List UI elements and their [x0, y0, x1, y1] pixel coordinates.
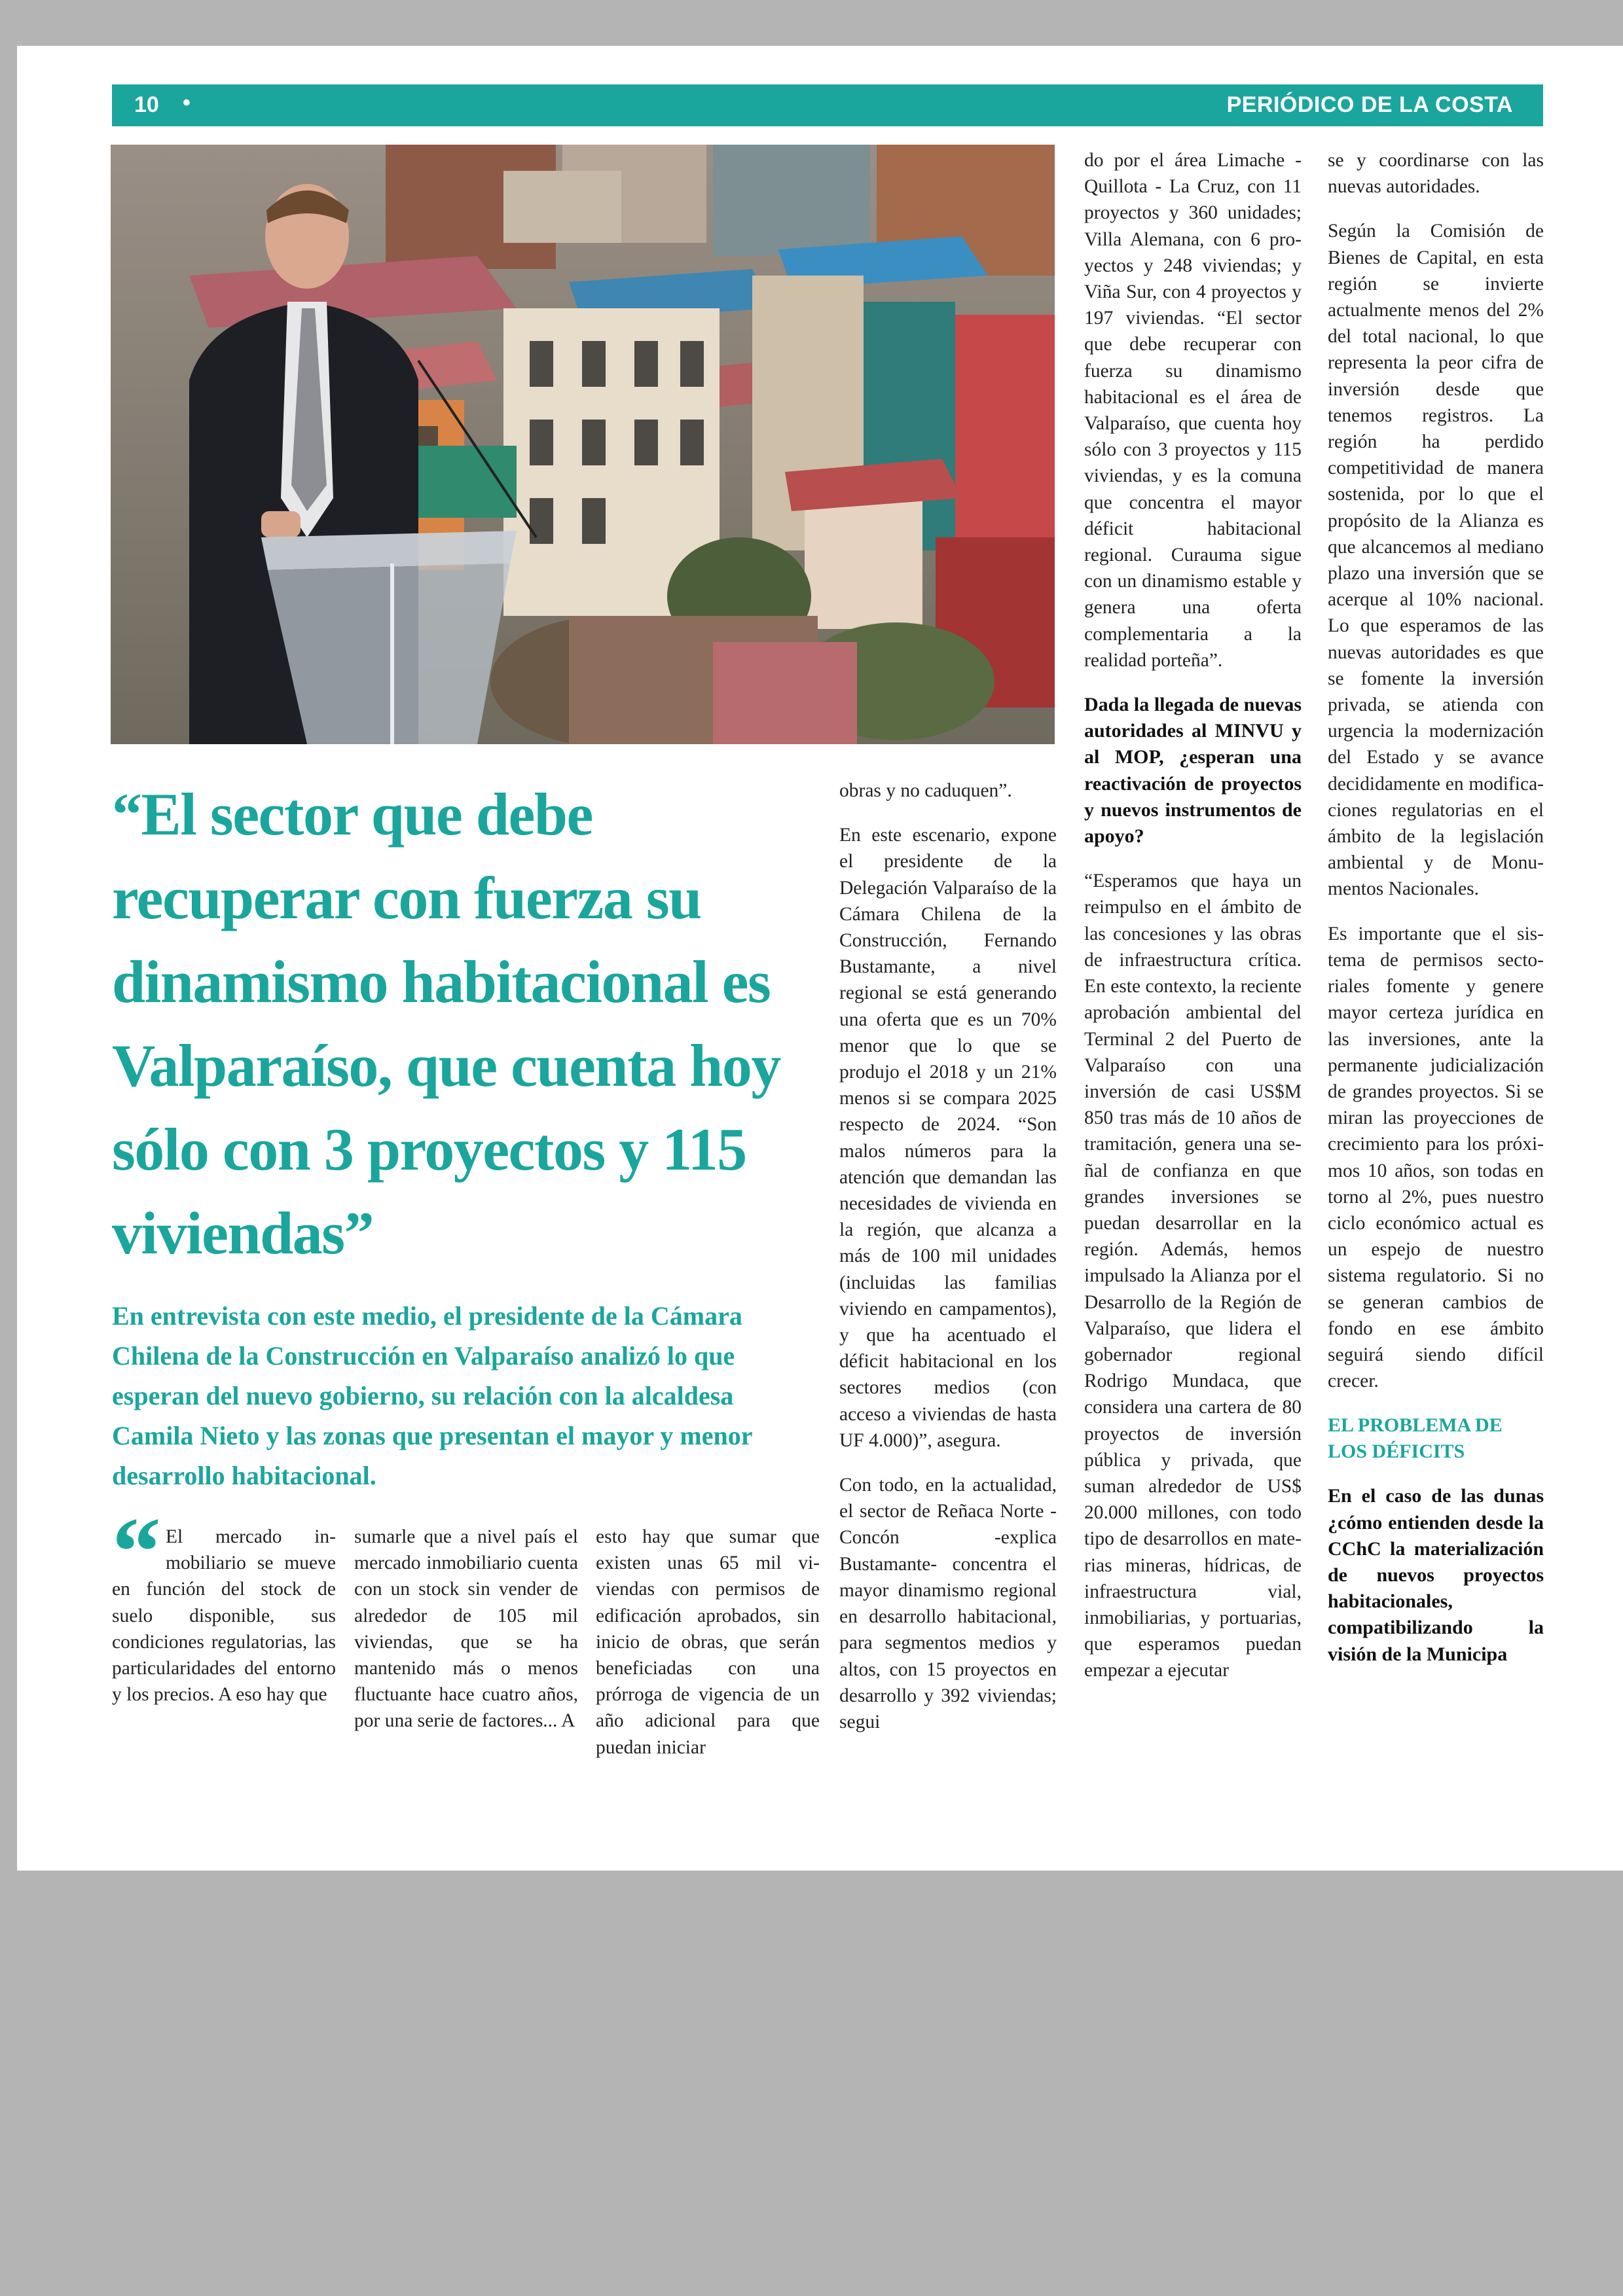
column-6-paragraph-2: Según la Comisión de Bienes de Capital, en esta región se invierte actualmente menos del 2% del total nacional, lo que representa la peor cifra de inversión desde que tenemos registros. La región ha perdido competitividad de manera sostenida, por lo que el propósito de la Alianza es que alcancemos al mediano plazo una inversión que se acerque al 10% nacional. Lo que esperamos de las nuevas autoridades es que se fomente la inversión privada, se atienda con urgencia la modernización del Estado y se avance decididamente en modificaciones regulatorias en el ámbito de la legislación ambiental y de Monumentos Nacionales.: [1328, 221, 1544, 900]
column-5-paragraph-1: do por el área Limache - Quillota - La Cruz, con 11 proyectos y 360 unidades; Villa Alemana, con 6 proyectos y 248 viviendas; y Viña Sur, con 4 proyectos y 197 viviendas. “El sector que debe recuperar con fuerza su dinamismo habitacional es el área de Valparaíso, que cuenta hoy sólo con 3 proyectos y 115 viviendas, y es la comuna que concentra el mayor déficit habitacional regional. Curauma sigue con un dinamismo estable y genera una oferta complementaria a la realidad porteña”.: [1084, 150, 1302, 671]
section-subheading: EL PROBLEMA DE LOS DÉFICITS: [1328, 1414, 1503, 1463]
article-column-2: [354, 1524, 578, 1734]
article-column-6: [1328, 147, 1544, 1668]
newspaper-page: [17, 46, 1623, 1871]
page-number: 10: [134, 92, 159, 117]
column-4-paragraph-2: En este escenario, expone el presidente de la Delegación Valparaíso de la Cámara Chilena de la Construcción, Fernando Bustamante, a nivel regional se está generando una oferta que es un 70% menor que lo que se produjo el 2018 y un 21% menos si se compara 2025 respecto de 2024. “Son malos números para la atención que demandan las necesidades de vivienda en la región, que alcanza a más de 100 mil unidades (incluidas las familias viviendo en campamentos), y que ha acentuado el déficit habitacional en los sectores medios (con acceso a viviendas de hasta UF 4.000)”, asegura.: [839, 825, 1057, 1451]
interview-question-2: En el caso de las dunas ¿cómo entienden desde la CChC la materialización de nuevos proyectos habitacionales, compatibilizando la visión de la Municipa: [1328, 1485, 1544, 1665]
column-3-paragraph: esto hay que sumar que existen unas 65 mil viviendas con permisos de edificación aprobados, sin inicio de obras, que serán beneficiadas con una prórroga de vigencia de un año adicional para que puedan iniciar: [596, 1526, 820, 1758]
column-4-paragraph-3: Con todo, en la actualidad, el sector de Reñaca Norte - Concón -explica Bustamante- concentra el mayor dinamismo regional en desarrollo habitacional, para segmentos medios y altos, con 15 proyectos en desarrollo y 392 viviendas; segui: [839, 1475, 1057, 1732]
column-4-paragraph-1: obras y no caduquen”.: [839, 780, 1012, 801]
interview-question-1: Dada la llegada de nuevas autoridades al MINVU y al MOP, ¿esperan una reactivación de proyectos y nuevos instrumentos de apoyo?: [1084, 694, 1302, 848]
column-2-paragraph: sumarle que a nivel país el mercado inmobiliario cuenta con un stock sin vender de alrededor de 105 mil viviendas, que se ha mantenido más o menos fluctuante hace cuatro años, por una serie de factores... A: [354, 1526, 578, 1732]
article-column-5: [1084, 147, 1302, 1684]
article-lead: En entrevista con este medio, el presidente de la Cámara Chilena de la Construcción en Valparaíso analizó lo que esperan del nuevo gobierno, su relación con la alcaldesa Camila Nieto y las zonas que presentan el mayor y menor desarrollo habitacional.: [112, 1301, 752, 1490]
column-1-paragraph: El mercado inmobiliario se mueve en función del stock de suelo disponible, sus condiciones regulatorias, las particularidades del entorno y los precios. A eso hay que: [112, 1526, 336, 1706]
bullet-separator: •: [183, 90, 191, 115]
article-column-3: [596, 1524, 820, 1761]
photo-speaker-at-podium-icon: [111, 145, 1055, 744]
column-5-paragraph-2: “Esperamos que haya un reimpulso en el ámbito de las concesiones y las obras de infraestructura crítica. En este contexto, la reciente aprobación ambiental del Terminal 2 del Puerto de Valparaíso con una inversión de casi US$M 850 tras más de 10 años de tramitación, genera una señal de confianza en que grandes inversiones se puedan desarrollar en la región. Además, hemos impulsado la Alianza por el Desarrollo de la Región de Valparaíso, que lidera el gobernador regional Rodrigo Mundaca, que considera una cartera de 80 proyectos de inversión pública y privada, que suman alrededor de US$ 20.000 millones, con todo tipo de desarrollos en materias mineras, hídricas, de infraestructura vial, inmobiliarias, y portuarias, que esperamos puedan empezar a ejecutar: [1084, 870, 1302, 1681]
column-6-paragraph-3: Es importante que el sistema de permisos sectoriales fomente y genere mayor certeza jurídica en las inversiones, ante la permanente judicialización de grandes proyectos. Si se miran las proyecciones de crecimiento para los próximos 10 años, son todas en torno al 2%, pues nuestro ciclo económico actual es un espejo de nuestro sistema regulatorio. Si no se generan cambios de fondo en ese ámbito seguirá siendo difícil crecer.: [1328, 923, 1544, 1392]
article-photo: [111, 145, 1055, 744]
page-header-bar: [112, 84, 1543, 126]
article-headline: “El sector que debe recuperar con fuerza su dinamismo habitacional es Valparaíso, que cuenta hoy sólo con 3 proyectos y 115 viviendas”: [112, 781, 780, 1266]
newspaper-name: PERIÓDICO DE LA COSTA: [1226, 92, 1513, 117]
opening-quote-mark: “: [112, 1498, 161, 1606]
article-column-1: [112, 1498, 336, 1708]
article-column-4: [839, 778, 1057, 1735]
column-6-paragraph-1: se y coordinarse con las nuevas autoridades.: [1328, 150, 1544, 198]
